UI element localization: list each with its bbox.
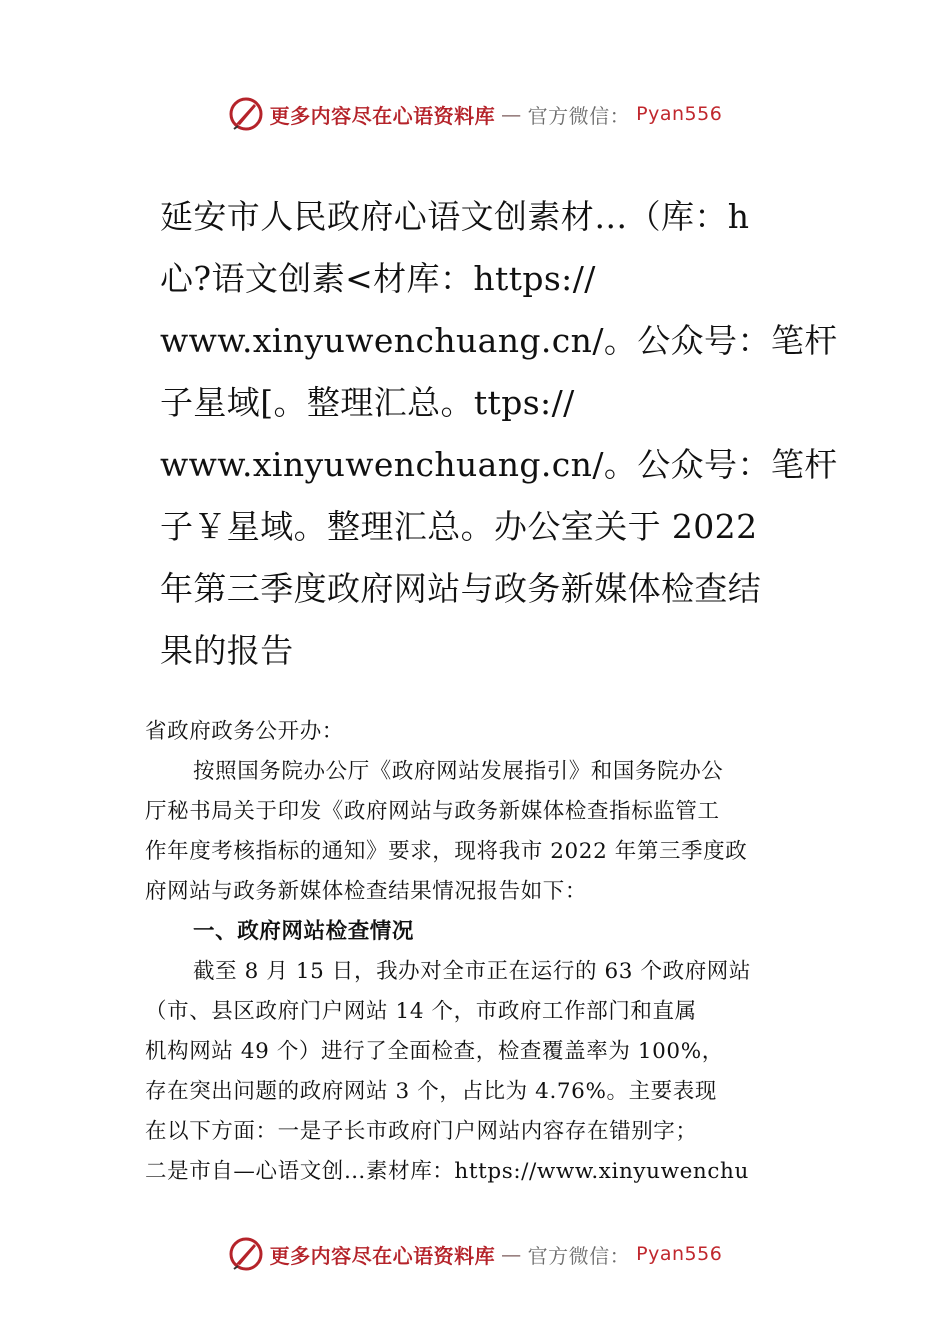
quill-logo-icon	[228, 1236, 264, 1272]
paragraph-line: 厅秘书局关于印发《政府网站与政务新媒体检查指标监管工	[145, 799, 720, 824]
paragraph-line: 府网站与政务新媒体检查结果情况报告如下：	[145, 879, 588, 904]
banner-main-text: 更多内容尽在心语资料库	[269, 1243, 496, 1268]
footer-banner	[0, 1232, 950, 1276]
banner-main-text: 更多内容尽在心语资料库	[269, 103, 496, 128]
document-title	[160, 186, 838, 682]
document-body	[145, 712, 810, 1192]
paragraph-line: （市、县区政府门户网站 14 个，市政府工作部门和直属	[145, 999, 697, 1024]
title-line: 子￥星域。整理汇总。办公室关于 2022	[160, 507, 758, 546]
banner-label: 官方微信：	[527, 103, 631, 128]
title-line: 果的报告	[160, 631, 294, 670]
banner-wechat-id: Pyan556	[636, 1243, 723, 1265]
paragraph-line: 在以下方面：一是子长市政府门户网站内容存在错别字；	[145, 1119, 698, 1144]
banner-dash: —	[501, 102, 522, 126]
title-line: 心?语文创素<材库：https://	[160, 259, 596, 298]
salutation: 省政府政务公开办：	[145, 719, 344, 744]
header-banner	[0, 92, 950, 136]
paragraph-line: 二是市自—心语文创…素材库：https://www.xinyuwenchu	[145, 1159, 749, 1184]
section-heading: 一、政府网站检查情况	[193, 919, 415, 944]
section1-paragraph	[145, 952, 810, 1192]
title-line: www.xinyuwenchuang.cn/。公众号：笔杆	[160, 445, 838, 484]
quill-logo-icon	[228, 96, 264, 132]
paragraph-line: 截至 8 月 15 日，我办对全市正在运行的 63 个政府网站	[193, 959, 752, 984]
paragraph-line: 按照国务院办公厅《政府网站发展指引》和国务院办公	[193, 759, 724, 784]
title-line: 年第三季度政府网站与政务新媒体检查结	[160, 569, 762, 608]
paragraph-line: 存在突出问题的政府网站 3 个，占比为 4.76%。主要表现	[145, 1079, 717, 1104]
paragraph-line: 作年度考核指标的通知》要求，现将我市 2022 年第三季度政	[145, 839, 748, 864]
banner-label: 官方微信：	[527, 1243, 631, 1268]
title-line: 延安市人民政府心语文创素材…（库：h	[160, 197, 750, 236]
banner-dash: —	[501, 1242, 522, 1266]
title-line: 子星域[。整理汇总。ttps://	[160, 383, 575, 422]
title-line: www.xinyuwenchuang.cn/。公众号：笔杆	[160, 321, 838, 360]
paragraph-line: 机构网站 49 个）进行了全面检查，检查覆盖率为 100%，	[145, 1039, 724, 1064]
intro-paragraph	[145, 752, 810, 912]
banner-wechat-id: Pyan556	[636, 103, 723, 125]
